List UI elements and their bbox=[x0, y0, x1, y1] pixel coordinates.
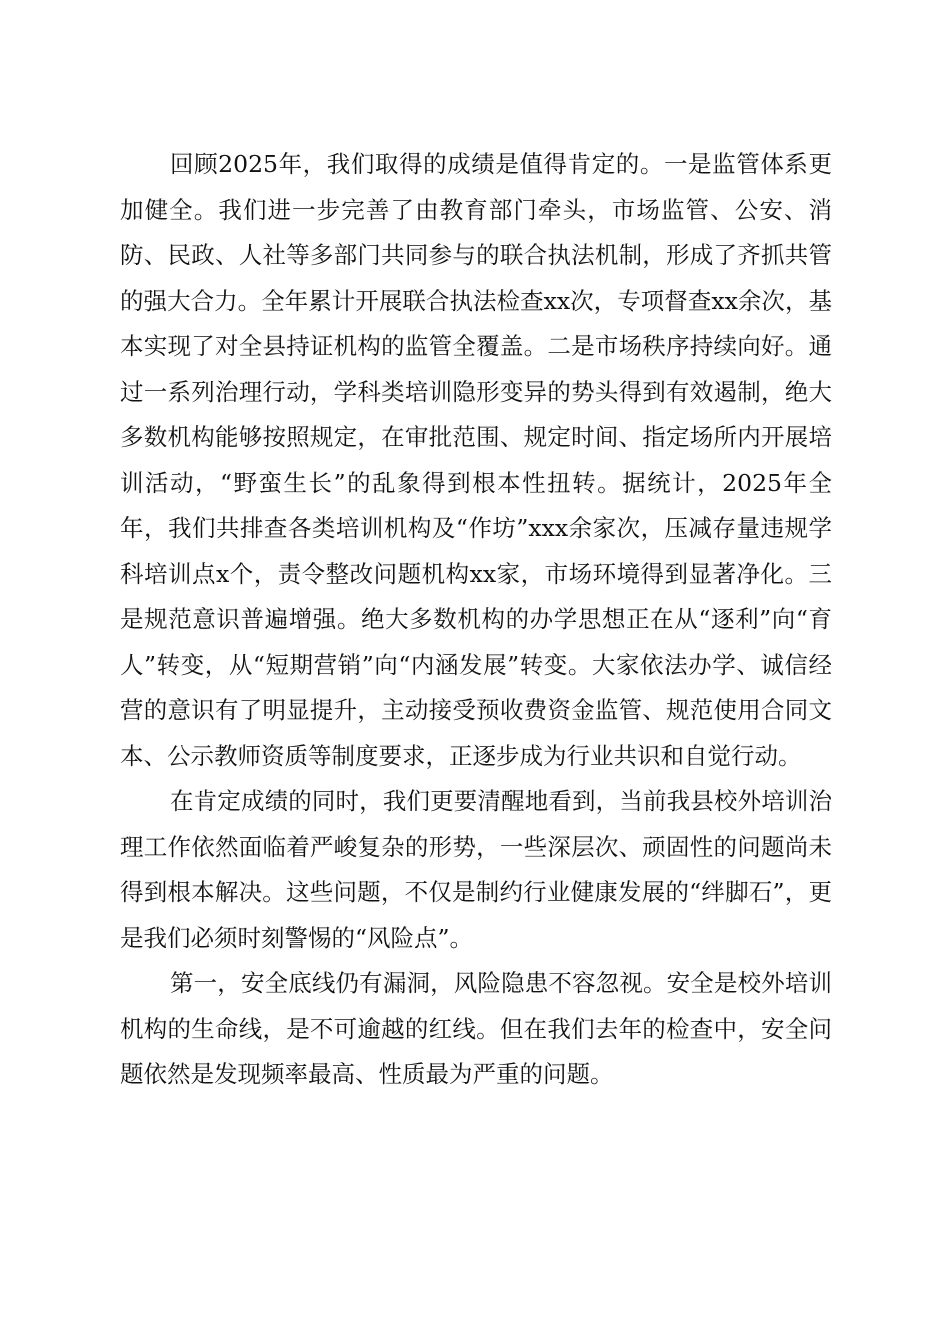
paragraph-challenges: 在肯定成绩的同时，我们更要清醒地看到，当前我县校外培训治理工作依然面临着严峻复杂的形势，一些深层次、顽固性的问题尚未得到根本解决。这些问题，不仅是制约行业健康发展的“绊脚石”，更是我们必须时刻警惕的“风险点”。 bbox=[120, 787, 832, 952]
document-body bbox=[120, 142, 832, 1098]
paragraph-achievements: 回顾2025年，我们取得的成绩是值得肯定的。一是监管体系更加健全。我们进一步完善了由教育部门牵头，市场监管、公安、消防、民政、人社等多部门共同参与的联合执法机制，形成了齐抓共管的强大合力。全年累计开展联合执法检查xx次，专项督查xx余次，基本实现了对全县持证机构的监管全覆盖。二是市场秩序持续向好。通过一系列治理行动，学科类培训隐形变异的势头得到有效遏制，绝大多数机构能够按照规定，在审批范围、规定时间、指定场所内开展培训活动，“野蛮生长”的乱象得到根本性扭转。据统计，2025年全年，我们共排查各类培训机构及“作坊”xxx余家次，压减存量违规学科培训点x个，责令整改问题机构xx家，市场环境得到显著净化。三是规范意识普遍增强。绝大多数机构的办学思想正在从“逐利”向“育人”转变，从“短期营销”向“内涵发展”转变。大家依法办学、诚信经营的意识有了明显提升，主动接受预收费资金监管、规范使用合同文本、公示教师资质等制度要求，正逐步成为行业共识和自觉行动。 bbox=[120, 150, 832, 770]
paragraph-safety: 第一，安全底线仍有漏洞，风险隐患不容忽视。安全是校外培训机构的生命线，是不可逾越的红线。但在我们去年的检查中，安全问题依然是发现频率最高、性质最为严重的问题。 bbox=[120, 969, 832, 1088]
